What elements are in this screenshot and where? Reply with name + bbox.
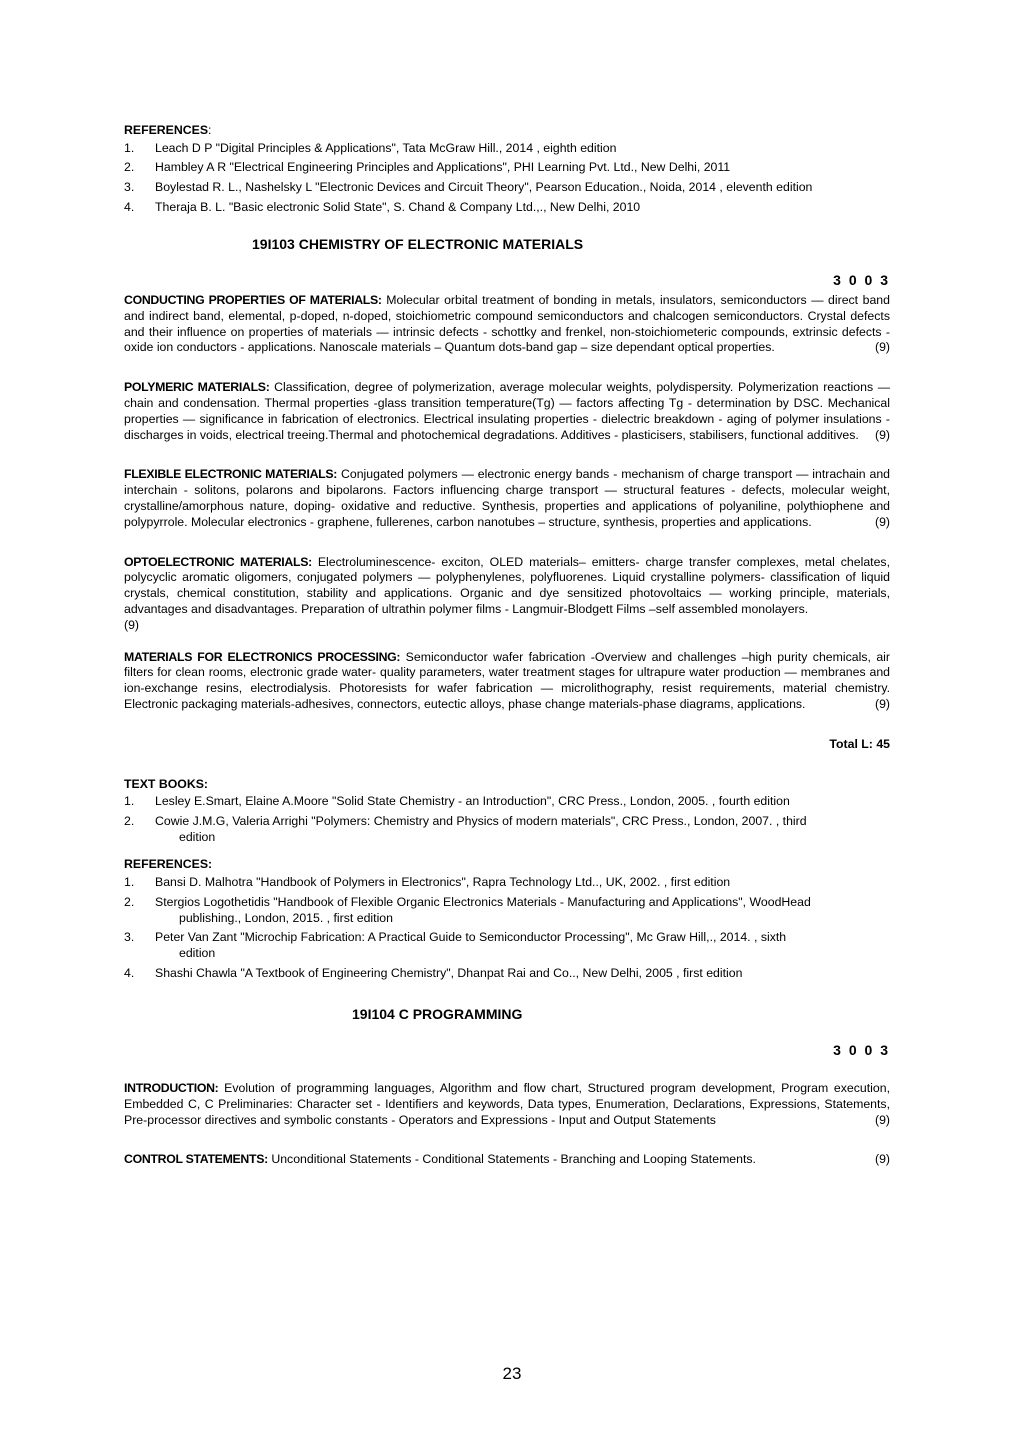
course-title: 19I104 C PROGRAMMING [352, 1006, 523, 1023]
unit-text: Evolution of programming languages, Algorithm and flow chart, Structured program development, Program execution, Embedded C, C Preliminaries: Character set - Identifiers and keywords, Data types, Enumeration, Declarations, Expressions, Statements, Pre-processor directives and symbolic constants - Operators and Expressions - Input and Output Statements [124, 1081, 890, 1127]
page-number: 23 [502, 1364, 522, 1383]
unit-text: Conjugated polymers — electronic energy bands - mechanism of charge transport — intrachain and interchain - solitons, polarons and bipolarons. Factors influencing charge transport — structural features - defects, molecular weight, crystalline/amorphous nature, doping- oxidative and reductive. Synthesis, properties and applications of polyaniline, polythiophene and polypyrrole. Molecular electronics - graphene, fullerenes, carbon nanotubes – structure, synthesis, properties and applications. [124, 467, 890, 529]
unit-text: Molecular orbital treatment of bonding in metals, insulators, semiconductors — direct band and indirect band, elemental, p-doped, n-doped, stoichiometric compound semiconductors and chalcogen semiconductors. Crystal defects and their influence on properties of materials — intrinsic defects - schottky and frenkel, non-stoichiometeric compounds, extrinsic defects - oxide ion conductors - applications. Nanoscale materials – Quantum dots-band gap – size dependant optical properties. [124, 292, 890, 355]
unit-heading: OPTOELECTRONIC MATERIALS: [124, 554, 312, 569]
unit-paragraph [124, 293, 890, 356]
unit-paragraph [124, 650, 890, 713]
text-books-list [124, 794, 890, 845]
unit-heading: MATERIALS FOR ELECTRONICS PROCESSING: [124, 649, 401, 664]
item-number: 3. [124, 930, 135, 945]
item-number: 1. [124, 875, 135, 890]
item-text: Shashi Chawla "A Textbook of Engineering Chemistry", Dhanpat Rai and Co.., New Delhi, 2005 , first edition [155, 965, 743, 980]
unit-hours: (9) [124, 617, 140, 632]
unit-paragraph [124, 555, 890, 634]
unit-paragraph [124, 1152, 890, 1168]
references-list [124, 141, 890, 216]
list-item [124, 966, 890, 982]
unit-text: Electroluminescence- exciton, OLED materials– emitters- charge transfer complexes, metal chelates, polycyclic aromatic oligomers, conjugated polymers — polyphenylenes, polyfluorenes. Liquid crystalline polymers- classification of liquid crystals, chemical constitution, stability and applications. Organic and dye sensitized photovoltaics — working principle, materials, advantages and disadvantages. Preparation of ultrathin polymer films - Langmuir-Blodgett Films –self assembled monolayers. [124, 554, 890, 616]
item-number: 4. [124, 199, 135, 214]
item-text: Leach D P "Digital Principles & Applications", Tata McGraw Hill., 2014 , eighth edition [155, 140, 617, 155]
item-text: Hambley A R "Electrical Engineering Principles and Applications", PHI Learning Pvt. Ltd., New Delhi, 2011 [155, 160, 731, 175]
item-text-continuation: publishing., London, 2015. , first edition [179, 910, 393, 925]
list-item [124, 200, 890, 216]
unit-hours: (9) [874, 427, 890, 442]
unit-hours: (9) [874, 514, 890, 529]
item-number: 3. [124, 179, 135, 194]
item-text-continuation: edition [179, 829, 216, 844]
unit-heading: CONDUCTING PROPERTIES OF MATERIALS: [124, 292, 382, 307]
list-item [124, 160, 890, 176]
course-19i104-section [124, 1007, 890, 1168]
references-list [124, 875, 890, 981]
list-item [124, 930, 890, 962]
list-item [124, 794, 890, 810]
item-number: 1. [124, 140, 135, 155]
unit-text: Unconditional Statements - Conditional Statements - Branching and Looping Statements. [267, 1152, 756, 1167]
course-credits: 3 0 0 3 [833, 1042, 890, 1059]
list-item [124, 875, 890, 891]
unit-paragraph [124, 467, 890, 530]
document-page [124, 123, 890, 1168]
item-number: 1. [124, 794, 135, 809]
unit-text: Classification, degree of polymerization, average molecular weights, polydispersity. Polymerization reactions — chain and condensation. Thermal properties -glass transition temperature(Tg) — factors affecting Tg - determination by DSC. Mechanical properties — significance in fabrication of electronics. Electrical insulating properties - dielectric breakdown - aging of polymer insulations - discharges in voids, electrical treeing.Thermal and photochemical degradations. Additives - plasticisers, stabilisers, functional additives. [124, 380, 890, 442]
references-heading-colon: : [208, 123, 212, 137]
course-19i103-section [124, 237, 890, 981]
item-text: Cowie J.M.G, Valeria Arrighi "Polymers: Chemistry and Physics of modern materials", CRC Press., London, 2007. , third [155, 813, 807, 828]
unit-paragraph [124, 380, 890, 443]
item-text-continuation: edition [179, 946, 216, 961]
list-item [124, 814, 890, 846]
list-item [124, 180, 890, 196]
references-heading: REFERENCES [124, 123, 209, 137]
course-title: 19I103 CHEMISTRY OF ELECTRONIC MATERIALS [252, 236, 584, 253]
unit-paragraph [124, 1081, 890, 1128]
item-text: Stergios Logothetidis "Handbook of Flexible Organic Electronics Materials - Manufacturing and Applications", WoodHead [155, 894, 811, 909]
item-text: Lesley E.Smart, Elaine A.Moore "Solid State Chemistry - an Introduction", CRC Press., London, 2005. , fourth edition [155, 794, 790, 809]
unit-hours: (9) [874, 1112, 890, 1127]
unit-hours: (9) [874, 340, 890, 355]
course-credits: 3 0 0 3 [833, 272, 890, 289]
unit-heading: FLEXIBLE ELECTRONIC MATERIALS: [124, 467, 338, 482]
unit-hours: (9) [874, 696, 890, 711]
item-text: Boylestad R. L., Nashelsky L "Electronic Devices and Circuit Theory", Pearson Education., Noida, 2014 , eleventh edition [155, 179, 813, 194]
text-books-heading: TEXT BOOKS: [124, 776, 209, 791]
list-item [124, 141, 890, 157]
item-text: Theraja B. L. "Basic electronic Solid State", S. Chand & Company Ltd.,., New Delhi, 2010 [155, 199, 641, 214]
list-item [124, 895, 890, 927]
item-number: 4. [124, 965, 135, 980]
references-heading: REFERENCES: [124, 857, 213, 872]
item-number: 2. [124, 160, 135, 175]
unit-heading: CONTROL STATEMENTS: [124, 1152, 268, 1167]
item-number: 2. [124, 894, 135, 909]
unit-heading: INTRODUCTION: [124, 1081, 219, 1096]
item-text: Bansi D. Malhotra "Handbook of Polymers in Electronics", Rapra Technology Ltd.., UK, 2002. , first edition [155, 875, 731, 890]
unit-text: Semiconductor wafer fabrication -Overview and challenges –high purity chemicals, air filters for clean rooms, electronic grade water- quality parameters, water treatment stages for ultrapure water production — membranes and ion-exchange resins, electrodialysis. Photoresists for wafer fabrication — microlithography, resist requirements, material chemistry. Electronic packaging materials-adhesives, connectors, eutectic alloys, phase change materials-phase diagrams, applications. [124, 649, 890, 711]
unit-hours: (9) [874, 1152, 890, 1167]
unit-heading: POLYMERIC MATERIALS: [124, 380, 270, 395]
item-text: Peter Van Zant "Microchip Fabrication: A Practical Guide to Semiconductor Processing", Mc Graw Hill,., 2014. , sixth [155, 930, 787, 945]
item-number: 2. [124, 813, 135, 828]
total-hours: Total L: 45 [829, 736, 890, 751]
top-references-section [124, 123, 890, 215]
